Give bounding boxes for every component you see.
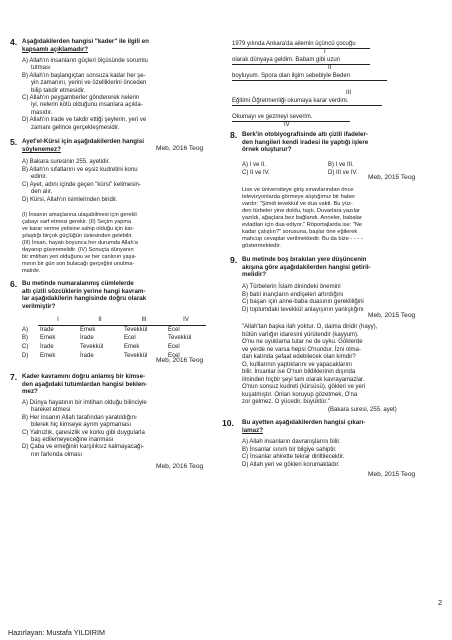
question-stem: Bu metinde boş bırakılan yere düşüncenin	[242, 256, 367, 263]
option-d: D) Allah'ın irade ve takdir ettiği şeylerin, yeri ve	[22, 117, 147, 124]
cell: İrade	[40, 326, 54, 333]
question-stem: Aşağıdakilerden hangisi "kader" ile ilgili en	[22, 38, 149, 45]
cell: Ecel	[168, 352, 180, 359]
question-stem: akışına göre aşağıdakilerden hangisi getiril-	[242, 263, 371, 271]
option-a-cont: hareket etmesi	[31, 407, 71, 414]
question-number: 4.	[10, 37, 18, 47]
passage-line: dayanıp güvenmelidir. (IV) Sonuçta dünyanın	[22, 247, 134, 253]
option-c-cont: masıdır.	[31, 109, 53, 116]
option-b-cont: edinir.	[31, 174, 48, 180]
passage-line: göstermektedir.	[242, 243, 281, 249]
column-head: I	[38, 316, 78, 325]
author-credit: Hazırlayan: Mustafa YILDIRIM	[8, 628, 105, 637]
cell: İrade	[80, 335, 94, 342]
option-b: B) Allah'ın başlangıçtan sonsuza kadar her şe-	[22, 72, 146, 79]
passage-line: ilminden hiçbir şeyi tam olarak kavrayamazlar.	[242, 376, 365, 383]
option-a: A) Allah insanların davranışlarını bilir.	[242, 439, 341, 445]
cell: Tevekkül	[168, 335, 192, 342]
passage-line: mahcup cevaplar verilmektedir. Bu da bize - - - -	[242, 236, 363, 242]
cell: Emek	[40, 335, 56, 342]
underline-mark: IV	[284, 122, 290, 128]
passage-line: bir imtihan yeri olduğunu ve her canlının yaşa-	[22, 254, 137, 260]
option-a: A) Dünya hayatının bir imtihan olduğu bilinciyle	[22, 400, 147, 406]
passage-line: bilir. İnsanlar ise O'nun bildiklerinin dışında	[242, 369, 356, 375]
option-c: C) Ayet, adını içinde geçen "kürsi" kelimesin-	[22, 181, 141, 188]
option-b: B) Allah'ın sıfatlarını ve eşsiz kudretini konu	[22, 166, 138, 173]
option-d: D) toplumdaki tevekkül anlayışının yanlışlığını	[242, 306, 364, 313]
question-source: Meb, 2016 Teog	[156, 463, 204, 470]
underline	[232, 80, 387, 81]
passage-line: bütün varlığın idaresini yürütendir (kayyum).	[242, 331, 359, 338]
underline-mark: II	[328, 65, 332, 71]
option-row-a	[20, 325, 206, 334]
cell: Ecel	[124, 335, 136, 342]
passage-line: evladları için dua ediyor." Röportajlarda ise: "Ne	[242, 222, 363, 228]
column-head: II	[78, 316, 122, 325]
text-line: Okumayı ve gezmeyi severim.	[232, 114, 313, 120]
passage-line: dan katında şefaat edebilecek olan kimdir?	[242, 354, 356, 360]
passage-line: (III) İnsan, hayatı boyunca her durumda Allah'a	[22, 240, 138, 246]
question-stem: mez?	[22, 388, 38, 396]
question-stem: söylenemez?	[22, 146, 61, 153]
option-a: A) Bakara suresinin 255. ayetidir.	[22, 159, 111, 165]
passage-line: ve karar verme yetisine sahip olduğu için kar-	[22, 226, 135, 232]
option-d: D) III ve IV.	[328, 170, 358, 176]
question-stem: den hangileri kendi iradesi ile yaptığı işlere	[242, 138, 369, 146]
option-c-cont: iyi, nelerin kötü olduğunu insanlara açıkla-	[31, 102, 143, 109]
row-label: C)	[22, 344, 29, 351]
option-d: D) Allah yeri ve gökleri korumaktadır.	[242, 461, 340, 468]
passage-citation: (Bakara suresi, 255. ayet)	[328, 406, 397, 413]
question-stem: lamaz?	[242, 426, 263, 434]
row-label: D)	[22, 352, 29, 359]
option-b: B) I ve III.	[328, 162, 354, 168]
cell: Tevekkül	[124, 326, 148, 333]
passage-line: ve yerde ne varsa hepsi O'nundur. İzni olma-	[242, 346, 361, 353]
question-stem: örnek oluşturur?	[242, 146, 292, 154]
option-c: C) Allah'ın peygamberler göndererek nelerin	[22, 95, 140, 101]
cell: Emek	[124, 344, 140, 351]
question-stem: melidir?	[242, 271, 267, 279]
option-a: A) Allah'ın insanların güçleri ölçüsünde sorumlu	[22, 58, 148, 64]
question-stem: Kader kavramını doğru anlamış bir kimse-	[22, 373, 146, 380]
option-a: A) Türbelerin İslam dinindeki önemini	[242, 284, 341, 290]
passage-line: (I) İnsanın amaçlarına ulaşabilmesi için gerekli	[22, 212, 137, 218]
passage-line: zor gelmez. O yücedir, büyüktür."	[242, 399, 330, 405]
passage-line: çabayı sarf etmesi gerekir. (II) Seçim yapma	[22, 219, 132, 225]
passage-line: O, kulllarının yaptıklarını ve yapacaklarını	[242, 361, 353, 368]
option-a-cont: tutması	[31, 65, 51, 72]
cell: Ecel	[168, 326, 180, 333]
option-c: C) II ve IV.	[242, 170, 270, 176]
underline-mark: III	[346, 90, 352, 96]
option-b: B) batıl inançların endişeleri artırdığını	[242, 291, 344, 298]
option-c: C) başarı için anne-baba duasının gerekliliğini	[242, 299, 364, 305]
question-source: Meb, 2015 Teog	[368, 471, 416, 478]
passage-line: O'nun sonsuz kudreti (kürsüsü), gökleri ve yeri	[242, 384, 366, 390]
option-a: A) I ve II.	[242, 162, 267, 168]
underline	[232, 48, 370, 49]
option-d: D) Kürsi, Allah'ın isimlerinden biridir.	[22, 196, 118, 203]
cell: İrade	[40, 344, 54, 351]
question-source: Meb, 2016 Teog	[156, 145, 204, 152]
passage-line: den türbeler yine doldu, taştı. Duvarlara yazılar	[242, 208, 360, 214]
question-stem: den aşağıdaki tutumlardan hangisi beklen-	[22, 380, 148, 388]
question-stem: kapsamlı açıklamadır?	[22, 45, 89, 53]
question-stem: Ayet'el-Kürsi için aşağıdakilerden hangisi	[22, 138, 144, 145]
option-b: B) Her insanın Allah tarafından yaratıldığını	[22, 414, 137, 421]
row-label: B)	[22, 335, 28, 342]
passage-line: yazıldı, ağaçlara bez bağlandı. Anneler, babalar	[242, 215, 362, 221]
option-row-b	[20, 334, 206, 343]
option-b-cont: yin zamanını, yerini ve özelliklerini önceden	[31, 80, 147, 87]
question-stem: lar aşağıdakilerin hangisinde doğru olarak	[22, 295, 147, 303]
question-number: 10.	[222, 418, 234, 428]
option-c: C) Yalnızlık, çaresizlik ve korku gibi duygularla	[22, 429, 145, 436]
text-line: Eğitimi Öğretmenliği okumaya karar verdim.	[232, 98, 349, 104]
question-source: Meb, 2016 Teog	[156, 357, 204, 364]
question-number: 9.	[230, 255, 238, 265]
passage-line: Lise ve üniversiteye giriş sınavlarından önce	[242, 187, 354, 193]
answer-matrix	[20, 316, 206, 360]
option-b-cont: bilerek hiç kimseye ayrım yapmaması	[31, 422, 132, 429]
underline-mark: I	[324, 49, 326, 55]
question-source: Meb, 2015 Teog	[368, 174, 416, 181]
passage-line: şılaştığı birçok güçlüğün üstesinden gelebilir.	[22, 233, 133, 239]
question-number: 7.	[10, 372, 18, 382]
question-stem: altı çizili sözcüklerin yerine hangi kavram-	[22, 287, 146, 295]
passage-line: kuşatmıştır. Onları koruyup gözetmek, O'na	[242, 391, 358, 398]
question-number: 8.	[230, 130, 238, 140]
matrix-header	[20, 316, 206, 325]
column-head: III	[122, 316, 166, 325]
question-number: 6.	[10, 279, 18, 289]
option-d-cont: nın farkında olması	[31, 451, 83, 458]
option-b-cont: bilip takdir etmesidir.	[31, 87, 86, 94]
question-source: Meb, 2015 Teog	[368, 312, 416, 319]
question-stem: Bu metinde numaralanmış cümlelerde	[22, 280, 134, 287]
passage-line: mının bir gün son bulacağı gerçeğini unutma-	[22, 261, 135, 267]
passage-line: "Allah'tan başka ilah yoktur. O, daima diridir (hayy),	[242, 324, 378, 330]
option-c: C) İnsanlar ahirette tekrar diriltilecektir.	[242, 454, 345, 460]
option-c-cont: baş edilemeyeceğine inanması	[31, 437, 114, 443]
page-number: 2	[438, 598, 443, 607]
passage-line: malıdır.	[22, 268, 41, 274]
underline	[232, 121, 350, 122]
passage-line: kadar çalıştın?" sorusuna, başlar öne eğilerek	[242, 229, 358, 235]
question-stem: verilmiştir?	[22, 302, 56, 310]
question-stem: Berk'in otobiyografisinde altı çizili ifadeler-	[242, 131, 368, 138]
option-d: D) Çaba ve emeğinin karşılıksız kalmayacağı-	[22, 444, 145, 451]
cell: Tevekkül	[124, 352, 148, 359]
question-stem: Bu ayetten aşağıdakilerden hangisi çıkarı-	[242, 419, 366, 426]
text-line: olarak dünyaya geldim. Babam gibi uzun	[232, 57, 341, 63]
passage-line: televizyonlarda görmeye alıştığımız bir haber	[242, 194, 356, 200]
underline	[232, 105, 382, 106]
row-label: A)	[22, 326, 28, 333]
passage-line: O'nu ne uyuklama tutar ne de uyku. Göklerde	[242, 339, 363, 345]
text-line: 1979 yılında Ankara'da ailemin üçüncü çocuğu	[232, 41, 356, 47]
column-head: IV	[166, 316, 206, 325]
question-number: 5.	[10, 137, 18, 147]
cell: Emek	[80, 326, 96, 333]
cell: Tevekkül	[80, 344, 104, 351]
cell: Emek	[40, 352, 56, 359]
underline	[232, 64, 370, 65]
cell: İrade	[80, 352, 94, 359]
option-b: B) İnsanlar sınırlı bir bilgiye sahiptir.	[242, 446, 337, 453]
option-d-cont: zamanı gelince gerçekleşmesidir.	[31, 124, 120, 131]
option-row-c	[20, 343, 206, 352]
passage-line: vardır: "Şimdi tevekkül ve dua vakti. Bu yüz-	[242, 201, 353, 207]
option-c-cont: den alır.	[31, 189, 53, 195]
cell: Ecel	[168, 344, 180, 351]
text-line: boyluyum. Spora olan ilgim sebebiyle Beden	[232, 73, 351, 79]
